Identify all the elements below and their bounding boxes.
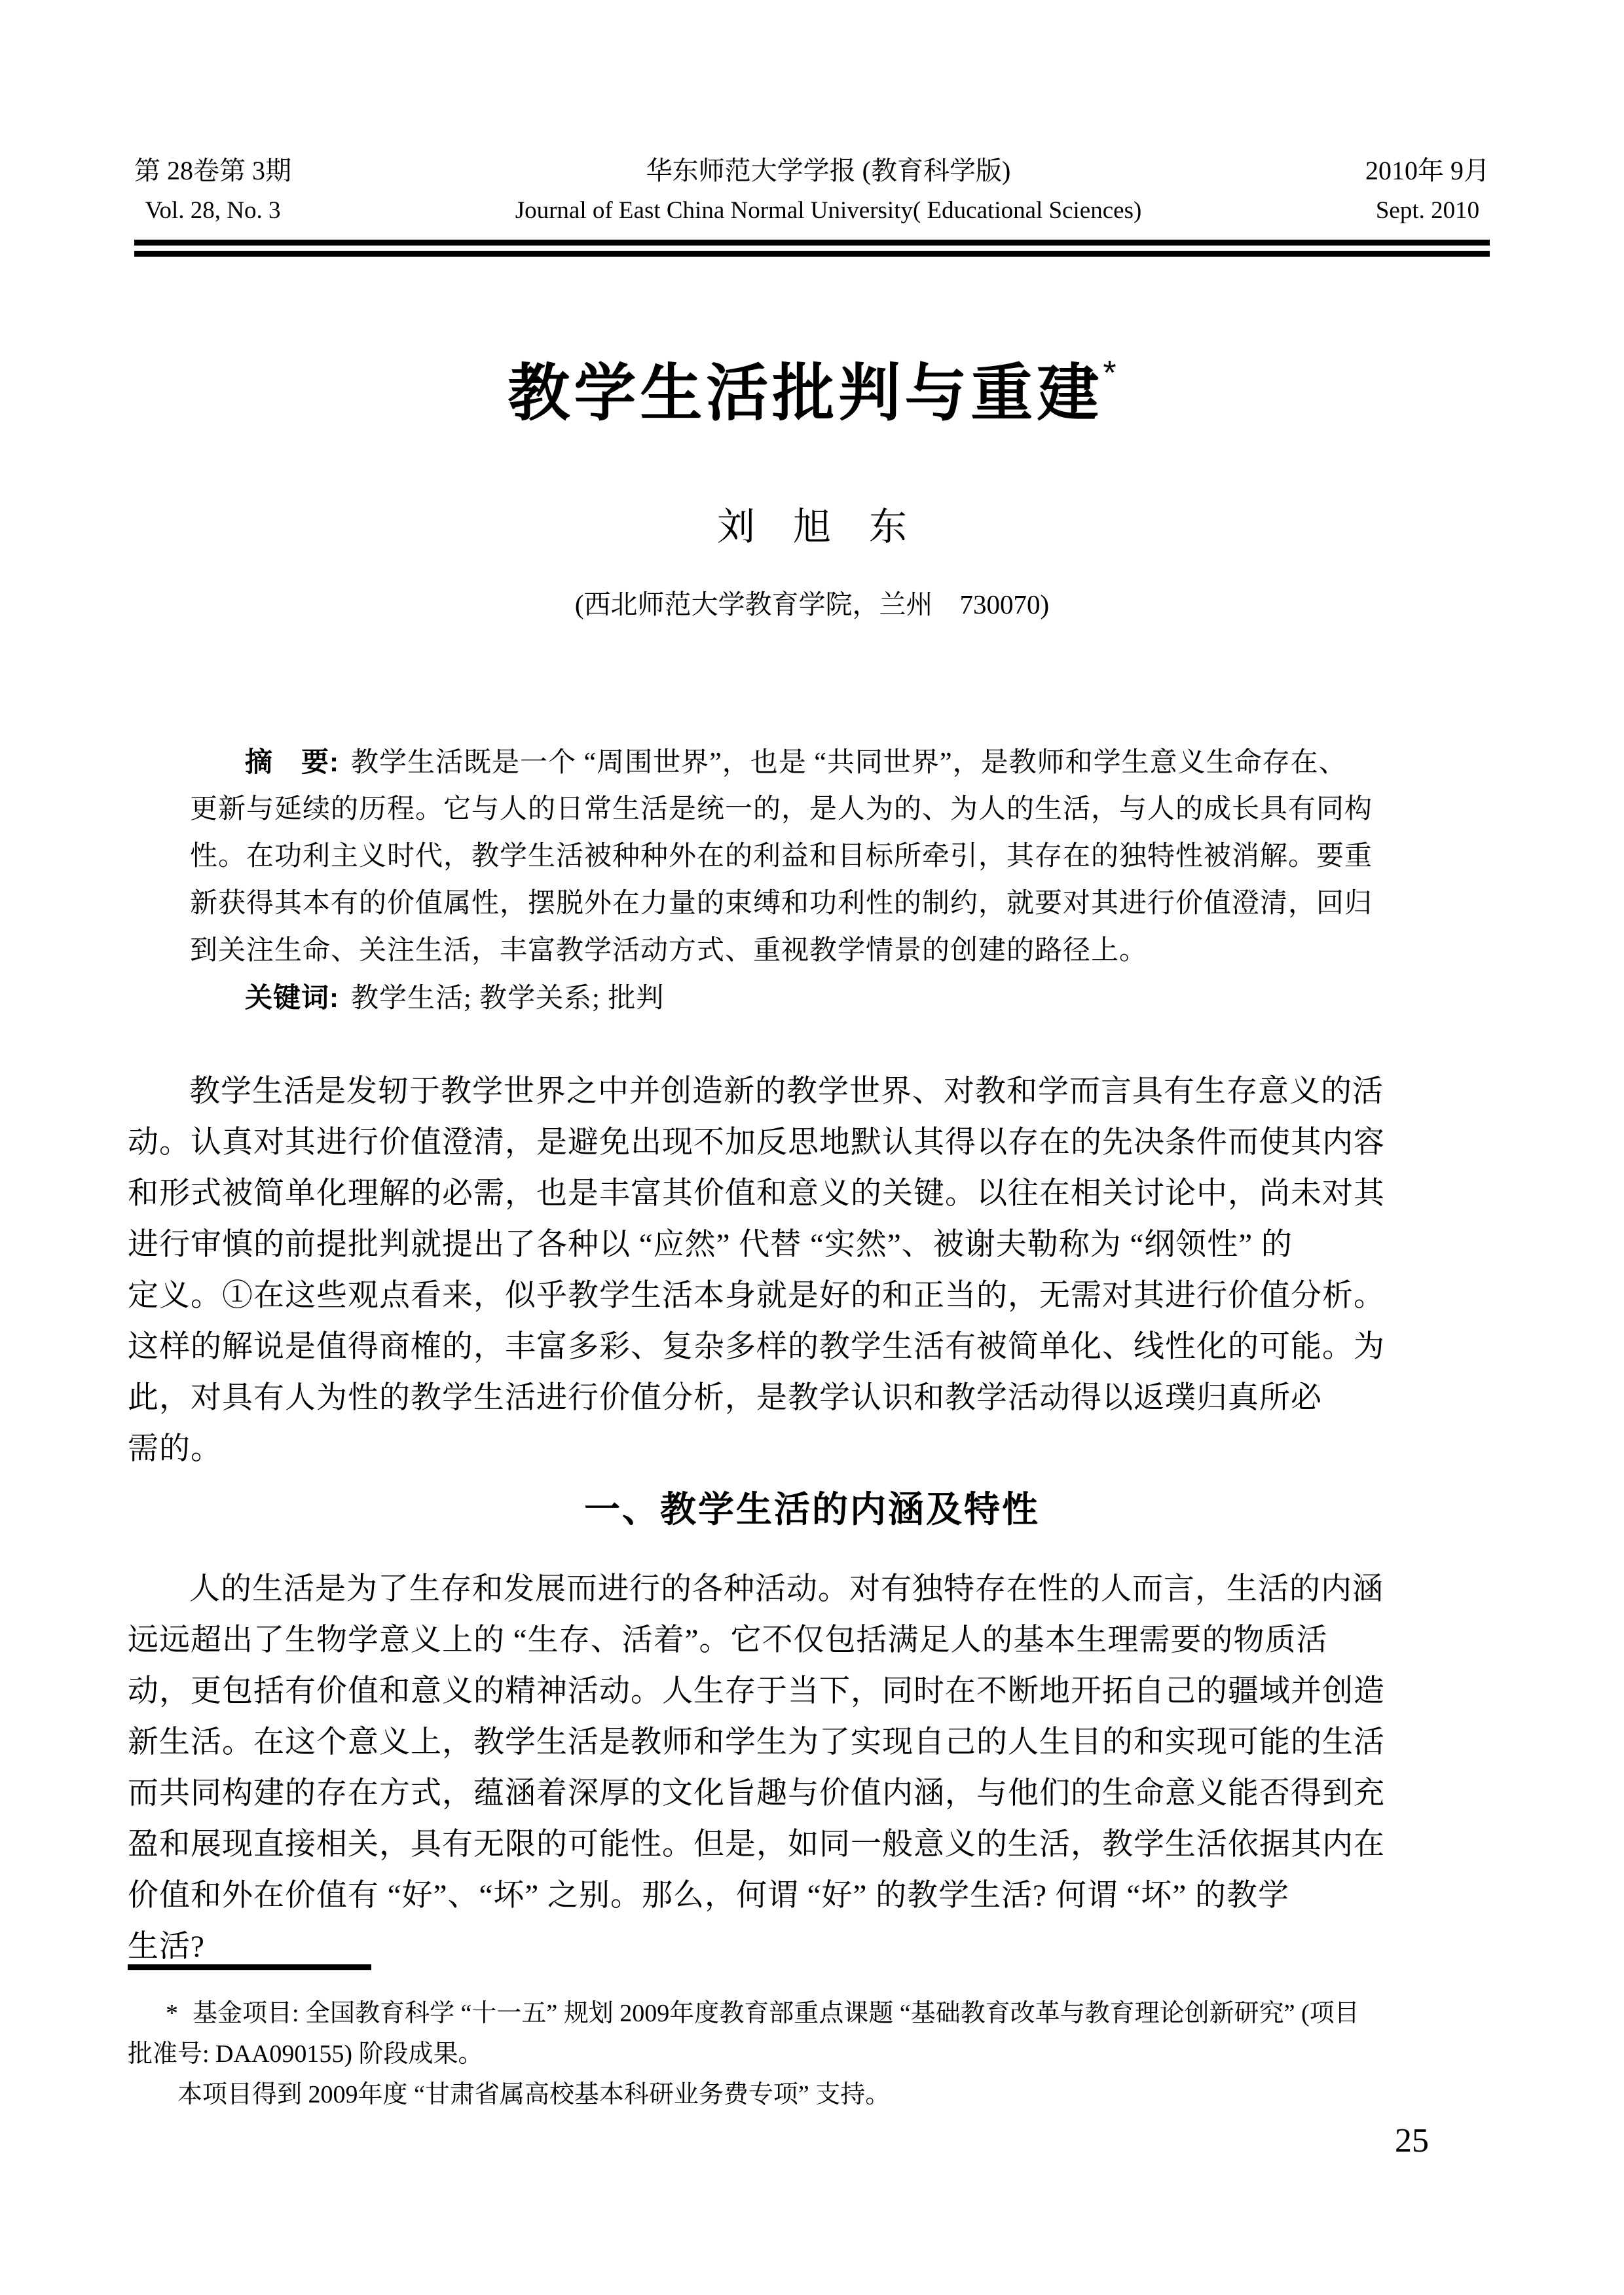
running-head-right (1365, 156, 1490, 225)
body-line: 这样的解说是值得商榷的，丰富多彩、复杂多样的教学生活有被简单化、线性化的可能。为 (128, 1330, 1385, 1364)
body-line: 定义。①在这些观点看来，似乎教学生活本身就是好的和正当的，无需对其进行价值分析。 (128, 1279, 1385, 1313)
footnote-line: 批准号: DAA090155) 阶段成果。 (128, 2040, 483, 2068)
volume-issue-cn: 第 28卷第 3期 (134, 156, 291, 185)
title-footnote-marker: * (1103, 354, 1116, 392)
body-line: 动。认真对其进行价值澄清，是避免出现不加反思地默认其得以存在的先决条件而使其内容 (128, 1126, 1385, 1160)
header-rule-bottom-bar (134, 251, 1490, 257)
body-line: 价值和外在价值有 “好”、“坏” 之别。那么，何谓 “好” 的教学生活? 何谓 “坏” 的教学 (128, 1879, 1289, 1913)
body-line: 教学生活是发轫于教学世界之中并创造新的教学世界、对教和学而言具有生存意义的活 (189, 1074, 1384, 1109)
abstract-label: 摘 要: (245, 746, 339, 777)
abstract-line: 性。在功利主义时代，教学生活被种种外在的利益和目标所牵引，其存在的独特性被消解。要重 (190, 841, 1373, 872)
body-line: 此，对具有人为性的教学生活进行价值分析，是教学认识和教学活动得以返璞归真所必 (128, 1381, 1322, 1415)
running-head-left (134, 156, 291, 225)
keywords-text: 教学生活; 教学关系; 批判 (351, 983, 665, 1014)
issue-date-en: Sept. 2010 (1375, 197, 1480, 224)
article-title-text: 教学生活批判与重建 (507, 359, 1103, 428)
author-affiliation: (西北师范大学教育学院，兰州 730070) (574, 589, 1050, 619)
footnote-line (128, 1993, 1496, 2034)
body-line: 生活? (128, 1930, 205, 1964)
body-line: 动，更包括有价值和意义的精神活动。人生存于当下，同时在不断地开拓自己的疆域并创造 (128, 1674, 1385, 1708)
running-head (134, 156, 1490, 225)
body-line: 需的。 (128, 1432, 222, 1466)
abstract-line-text: 教学生活既是一个 “周围世界”，也是 “共同世界”，是教师和学生意义生命存在、 (351, 748, 1347, 778)
footnote-block (128, 1993, 1496, 2115)
body-line: 进行审慎的前提批判就提出了各种以 “应然” 代替 “实然”、被谢夫勒称为 “纲领性” 的 (128, 1228, 1293, 1262)
article-title (0, 354, 1624, 440)
section-heading: 一、教学生活的内涵及特性 (583, 1489, 1040, 1530)
body-line: 新生活。在这个意义上，教学生活是教师和学生为了实现自己的人生目的和实现可能的生活 (128, 1725, 1385, 1759)
body-line: 远远超出了生物学意义上的 “生存、活着”。它不仅包括满足人的基本生理需要的物质活 (128, 1623, 1328, 1657)
running-head-center (515, 156, 1142, 225)
body-line: 人的生活是为了生存和发展而进行的各种活动。对有独特存在性的人而言，生活的内涵 (189, 1572, 1384, 1606)
abstract-line (190, 739, 1435, 786)
journal-name-en: Journal of East China Normal University( Educational Sciences) (515, 197, 1142, 224)
abstract-block (190, 739, 1435, 1021)
page-number: 25 (1395, 2122, 1429, 2159)
header-rule (134, 240, 1490, 257)
volume-issue-en: Vol. 28, No. 3 (145, 197, 281, 224)
abstract-line: 更新与延续的历程。它与人的日常生活是统一的，是人为的、为人的生活，与人的成长具有同构 (190, 794, 1373, 824)
intro-paragraph (128, 1066, 1496, 1475)
footnote-marker: * (166, 2000, 178, 2027)
section1-paragraph (128, 1564, 1496, 1972)
body-line: 盈和展现直接相关，具有无限的可能性。但是，如同一般意义的生活，教学生活依据其内在 (128, 1827, 1385, 1862)
header-rule-top-bar (134, 240, 1490, 246)
body-line: 而共同构建的存在方式，蕴涵着深厚的文化旨趣与价值内涵，与他们的生命意义能否得到充 (128, 1776, 1385, 1810)
abstract-line: 到关注生命、关注生活，丰富教学活动方式、重视教学情景的创建的路径上。 (190, 936, 1148, 966)
issue-date-cn: 2010年 9月 (1365, 156, 1490, 185)
body-line: 和形式被简单化理解的必需，也是丰富其价值和意义的关键。以往在相关讨论中，尚未对其 (128, 1177, 1385, 1211)
journal-name-cn: 华东师范大学学报 (教育科学版) (646, 156, 1011, 185)
footnote-line-text: 基金项目: 全国教育科学 “十一五” 规划 2009年度教育部重点课题 “基础教育改革与教育理论创新研究” (项目 (193, 2000, 1359, 2027)
keywords-line (190, 974, 1435, 1021)
abstract-line: 新获得其本有的价值属性，摆脱外在力量的束缚和功利性的制约，就要对其进行价值澄清，回归 (190, 889, 1373, 919)
keywords-label: 关键词: (245, 982, 339, 1013)
author-name: 刘 旭 东 (716, 505, 907, 548)
footnote-line: 本项目得到 2009年度 “甘肃省属高校基本科研业务费专项” 支持。 (177, 2081, 891, 2108)
footnote-rule (128, 1964, 371, 1970)
